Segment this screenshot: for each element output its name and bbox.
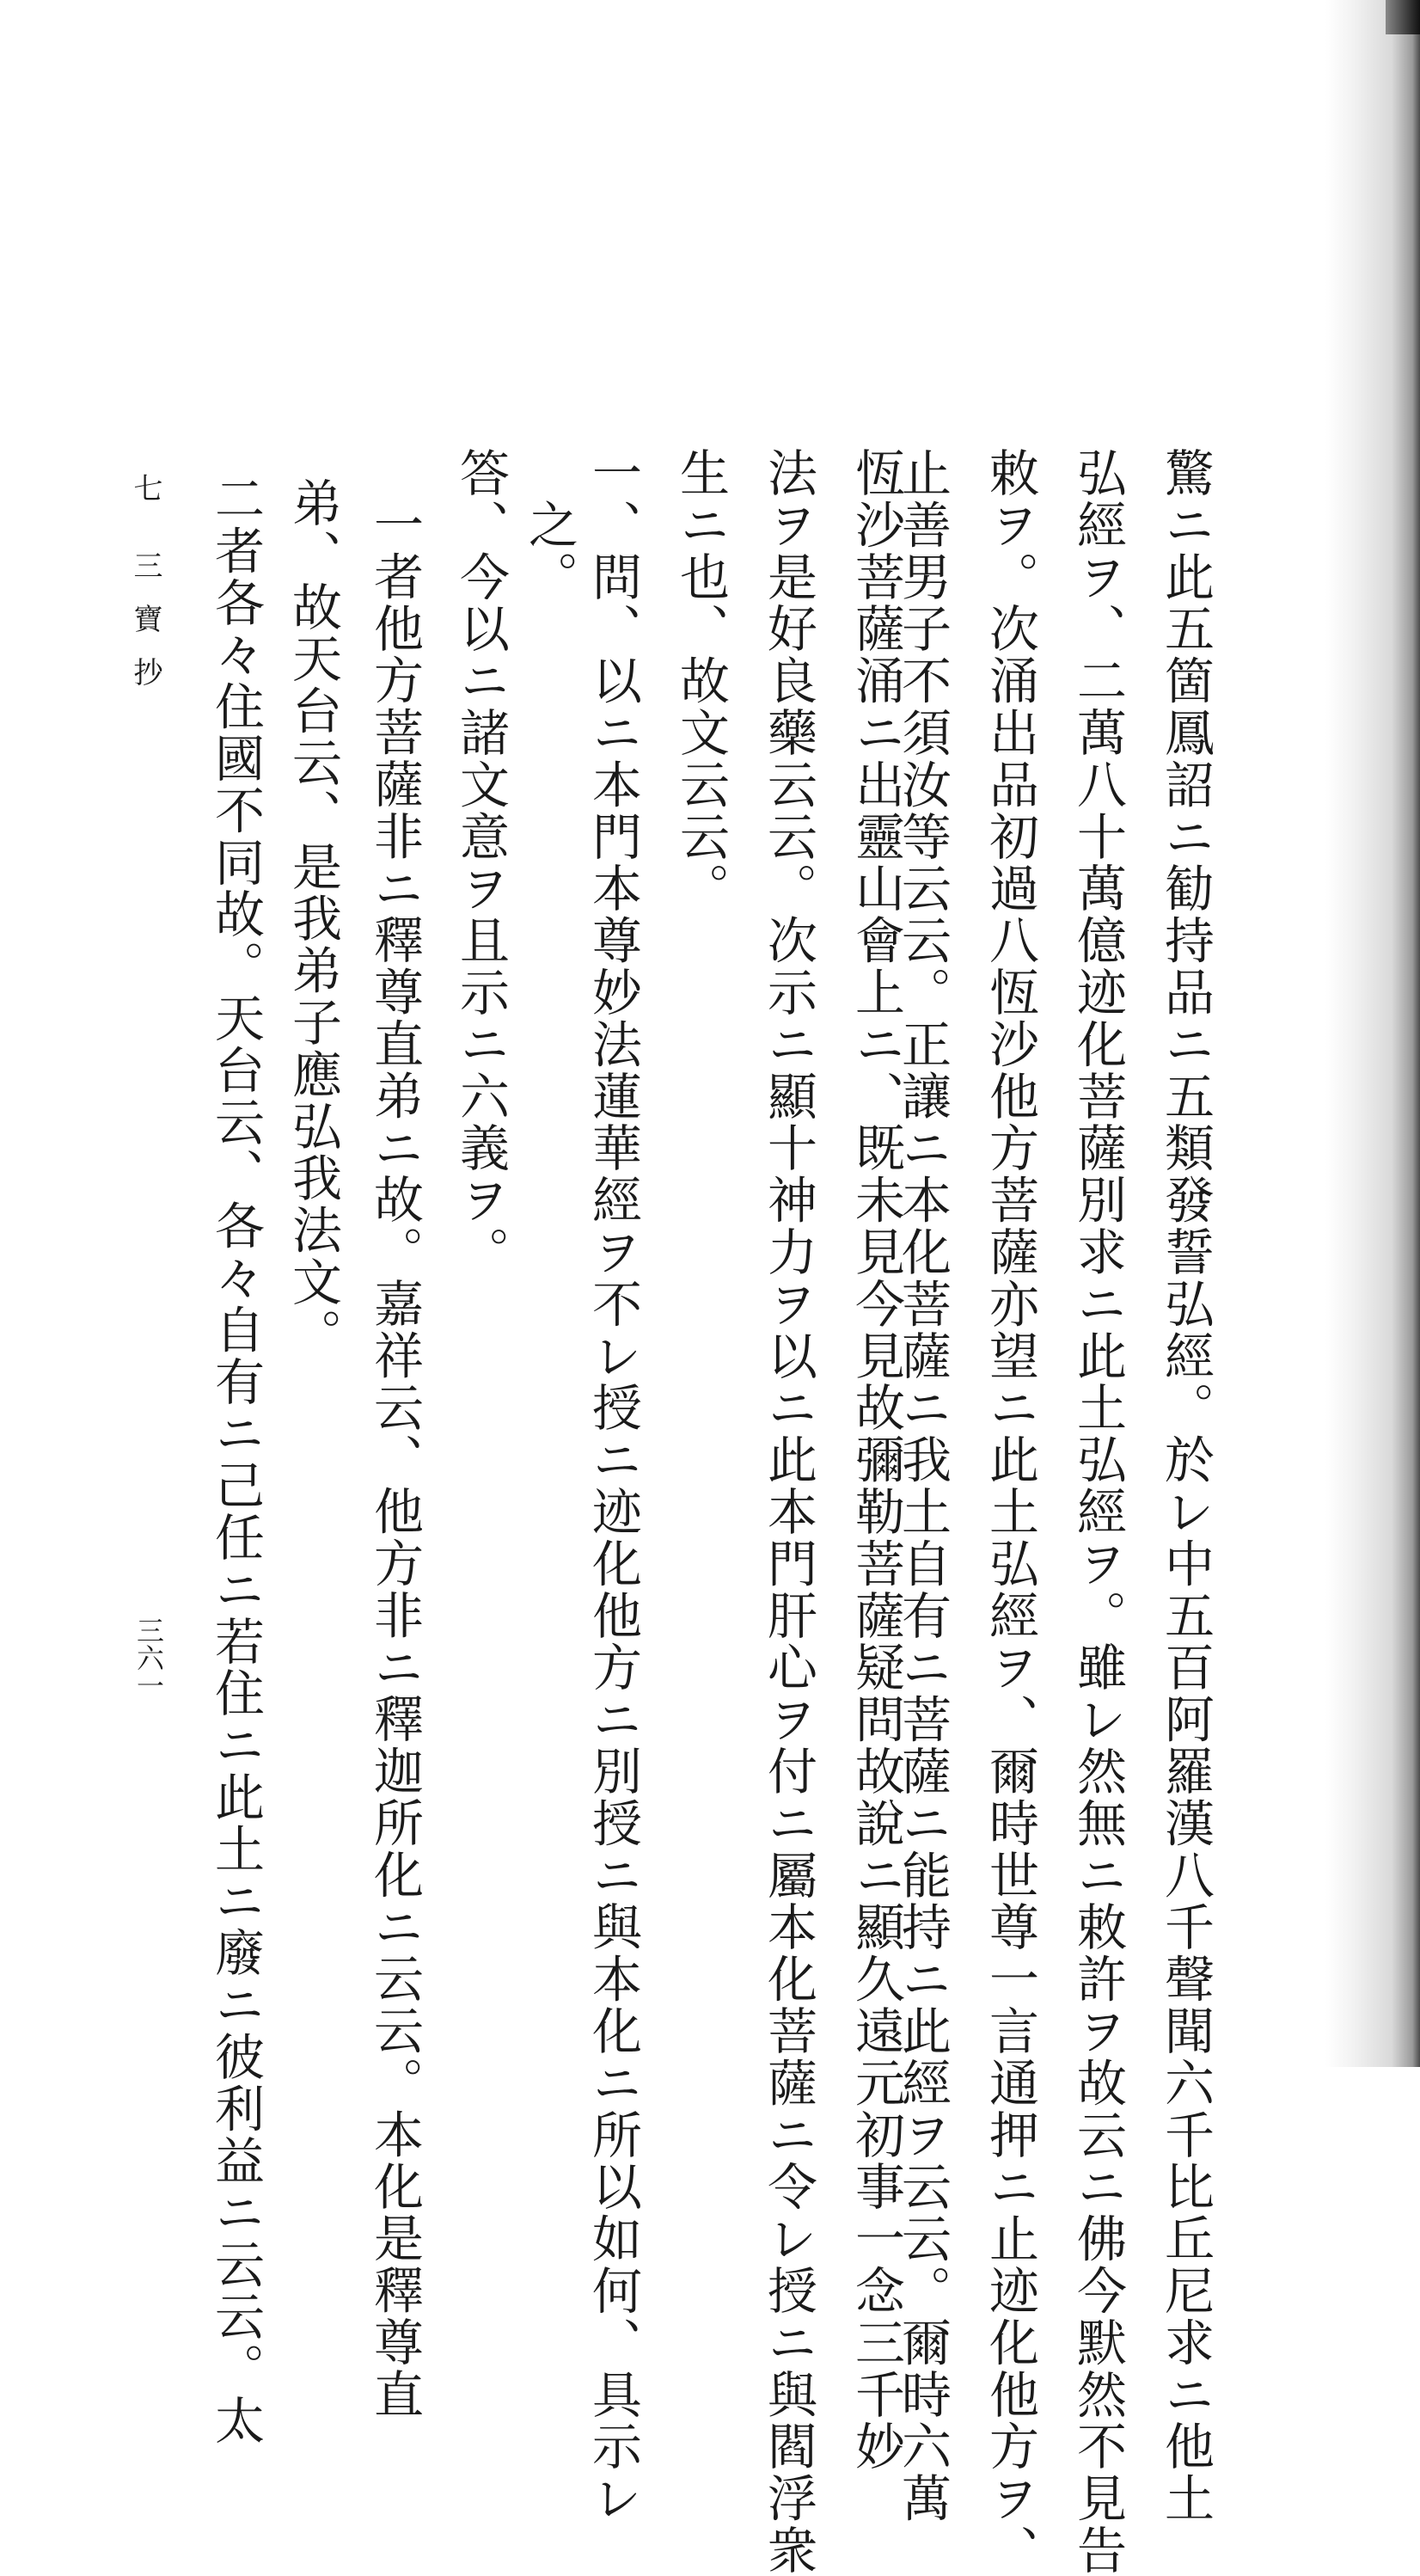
- question-heading: 一、問、以ニ本門本尊妙法蓮華經ヲ不レ授ニ迹化他方ニ別授ニ與本化ニ所以如何、具示レ: [584, 447, 642, 2524]
- text-column-6: 法ヲ是好良藥云云。次示ニ顯十神力ヲ以ニ此本門肝心ヲ付ニ屬本化菩薩ニ令レ授ニ與閻浮衆: [759, 447, 817, 2576]
- book-corner-shadow: [1386, 0, 1420, 34]
- point-one-continuation: 弟、故天台云、是我弟子應弘我法文。: [284, 477, 342, 1360]
- text-column-1: 驚ニ此五箇鳳詔ニ勧持品ニ五類發誓弘經。於レ中五百阿羅漢八千聲聞六千比丘尼求ニ他土: [1156, 447, 1215, 2524]
- page-number: 三六一: [132, 1616, 165, 1699]
- text-column-4: 止善男子不須汝等云云。正讓ニ本化菩薩ニ我土自有ニ菩薩ニ能持ニ此經ヲ云云。爾時六萬: [893, 447, 952, 2524]
- text-column-2: 弘經ヲ、二萬八十萬億迹化菩薩別求ニ此土弘經ヲ。雖レ然無ニ敕許ヲ故云ニ佛今默然不見告: [1068, 447, 1127, 2576]
- volume-number: 七: [128, 473, 162, 526]
- book-spine-shadow: [1325, 0, 1420, 2067]
- text-column-3: 敕ヲ。次涌出品初過八恆沙他方菩薩亦望ニ此土弘經ヲ、爾時世尊一言通押ニ止迹化他方ヲ、: [981, 447, 1039, 2576]
- text-column-7: 生ニ也、故文云云。: [671, 447, 730, 915]
- point-two: 二者各々住國不同故。天台云、各々自有ニ己任ニ若住ニ此土ニ廢ニ彼利益ニ云云。太: [206, 473, 265, 2447]
- text-column-5: 恆沙菩薩涌ニ出靈山會上ニ、既未見今見故彌勒菩薩疑問故說ニ顯久遠元初事一念三千妙: [847, 447, 905, 2473]
- answer-heading: 答、今以ニ諸文意ヲ且示ニ六義ヲ。: [451, 447, 510, 1279]
- question-continuation: 之。: [520, 499, 578, 603]
- book-title: 三寶抄: [128, 550, 162, 710]
- point-one: 一者他方菩薩非ニ釋尊直弟ニ故。嘉祥云、他方非ニ釋迦所化ニ云云。本化是釋尊直: [365, 499, 424, 2420]
